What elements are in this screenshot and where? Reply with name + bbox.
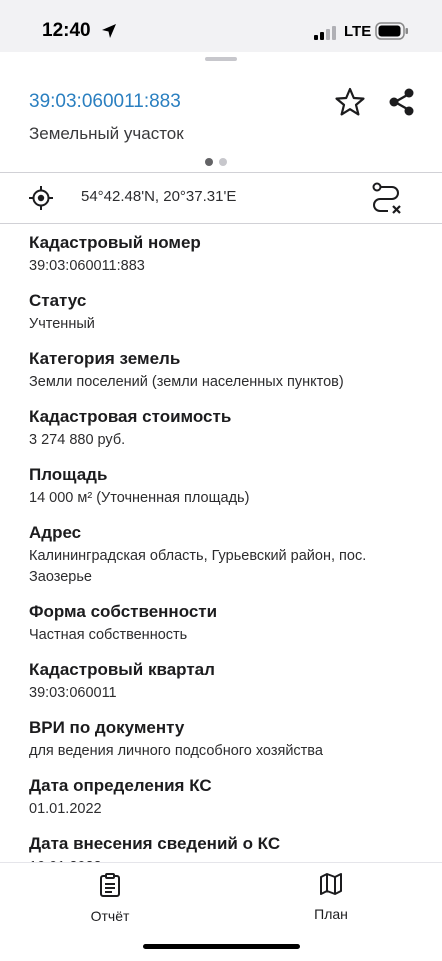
details-list[interactable] [29,232,419,862]
field-label: Адрес [29,523,82,542]
field-label: Статус [29,291,87,310]
field-area [29,464,419,509]
field-value: Калининградская область, Гурьевский район, пос. Заозерье [29,548,367,585]
favorite-button[interactable] [334,86,366,118]
field-permitted-use [29,717,419,762]
field-value: 14 000 м² (Уточненная площадь) [29,490,250,506]
field-cadastral-value [29,406,419,451]
home-indicator[interactable] [143,944,300,949]
field-label: Площадь [29,465,108,484]
field-value: 39:03:060011:883 [29,258,145,274]
field-value: Учтенный [29,316,95,332]
page-dot [219,158,227,166]
field-label: Дата определения КС [29,776,212,795]
field-address [29,522,419,588]
route-icon[interactable] [370,181,406,215]
location-arrow-icon [100,22,118,40]
sheet-handle[interactable] [205,57,237,61]
field-cadastral-quarter [29,659,419,704]
signal-icon [314,26,338,40]
target-icon[interactable] [28,185,54,211]
battery-icon [375,22,409,40]
field-status [29,290,419,335]
field-value: 01.01.2022 [29,801,102,817]
page-dot-active [205,158,213,166]
field-cadastral-number [29,232,419,277]
field-label: Дата внесения сведений о КС [29,834,281,853]
field-value[interactable]: 39:03:060011 [29,685,117,701]
share-button[interactable] [386,86,418,118]
cadastral-number-link[interactable]: 39:03:060011:883 [29,91,181,112]
field-label: Кадастровый квартал [29,660,215,679]
field-label: Категория земель [29,349,181,368]
page-indicator [205,153,233,171]
map-icon [319,873,343,895]
coordinates-bar [0,172,442,224]
field-land-category [29,348,419,393]
field-value: 3 274 880 руб. [29,432,126,448]
field-label: Кадастровая стоимость [29,407,232,426]
field-label: Кадастровый номер [29,233,201,252]
field-label: ВРИ по документу [29,718,185,737]
object-type: Земельный участок [29,124,184,143]
field-valuation-date [29,775,419,820]
field-value: Земли поселений (земли населенных пунктов) [29,374,344,390]
share-icon [386,86,418,118]
coordinates-text[interactable]: 54°42.48'N, 20°37.31'E [81,188,237,205]
tab-plan[interactable] [271,873,391,922]
tab-plan-label: План [314,906,348,922]
tab-report-label: Отчёт [90,908,130,924]
clipboard-icon [99,873,121,897]
status-bar [0,0,442,52]
tab-report[interactable] [50,873,170,924]
field-label: Форма собственности [29,602,218,621]
status-time: 12:40 [42,20,91,41]
field-value: Частная собственность [29,627,188,643]
network-type: LTE [344,23,372,40]
field-ownership [29,601,419,646]
field-value: для ведения личного подсобного хозяйства [29,743,323,759]
star-icon [334,86,366,118]
